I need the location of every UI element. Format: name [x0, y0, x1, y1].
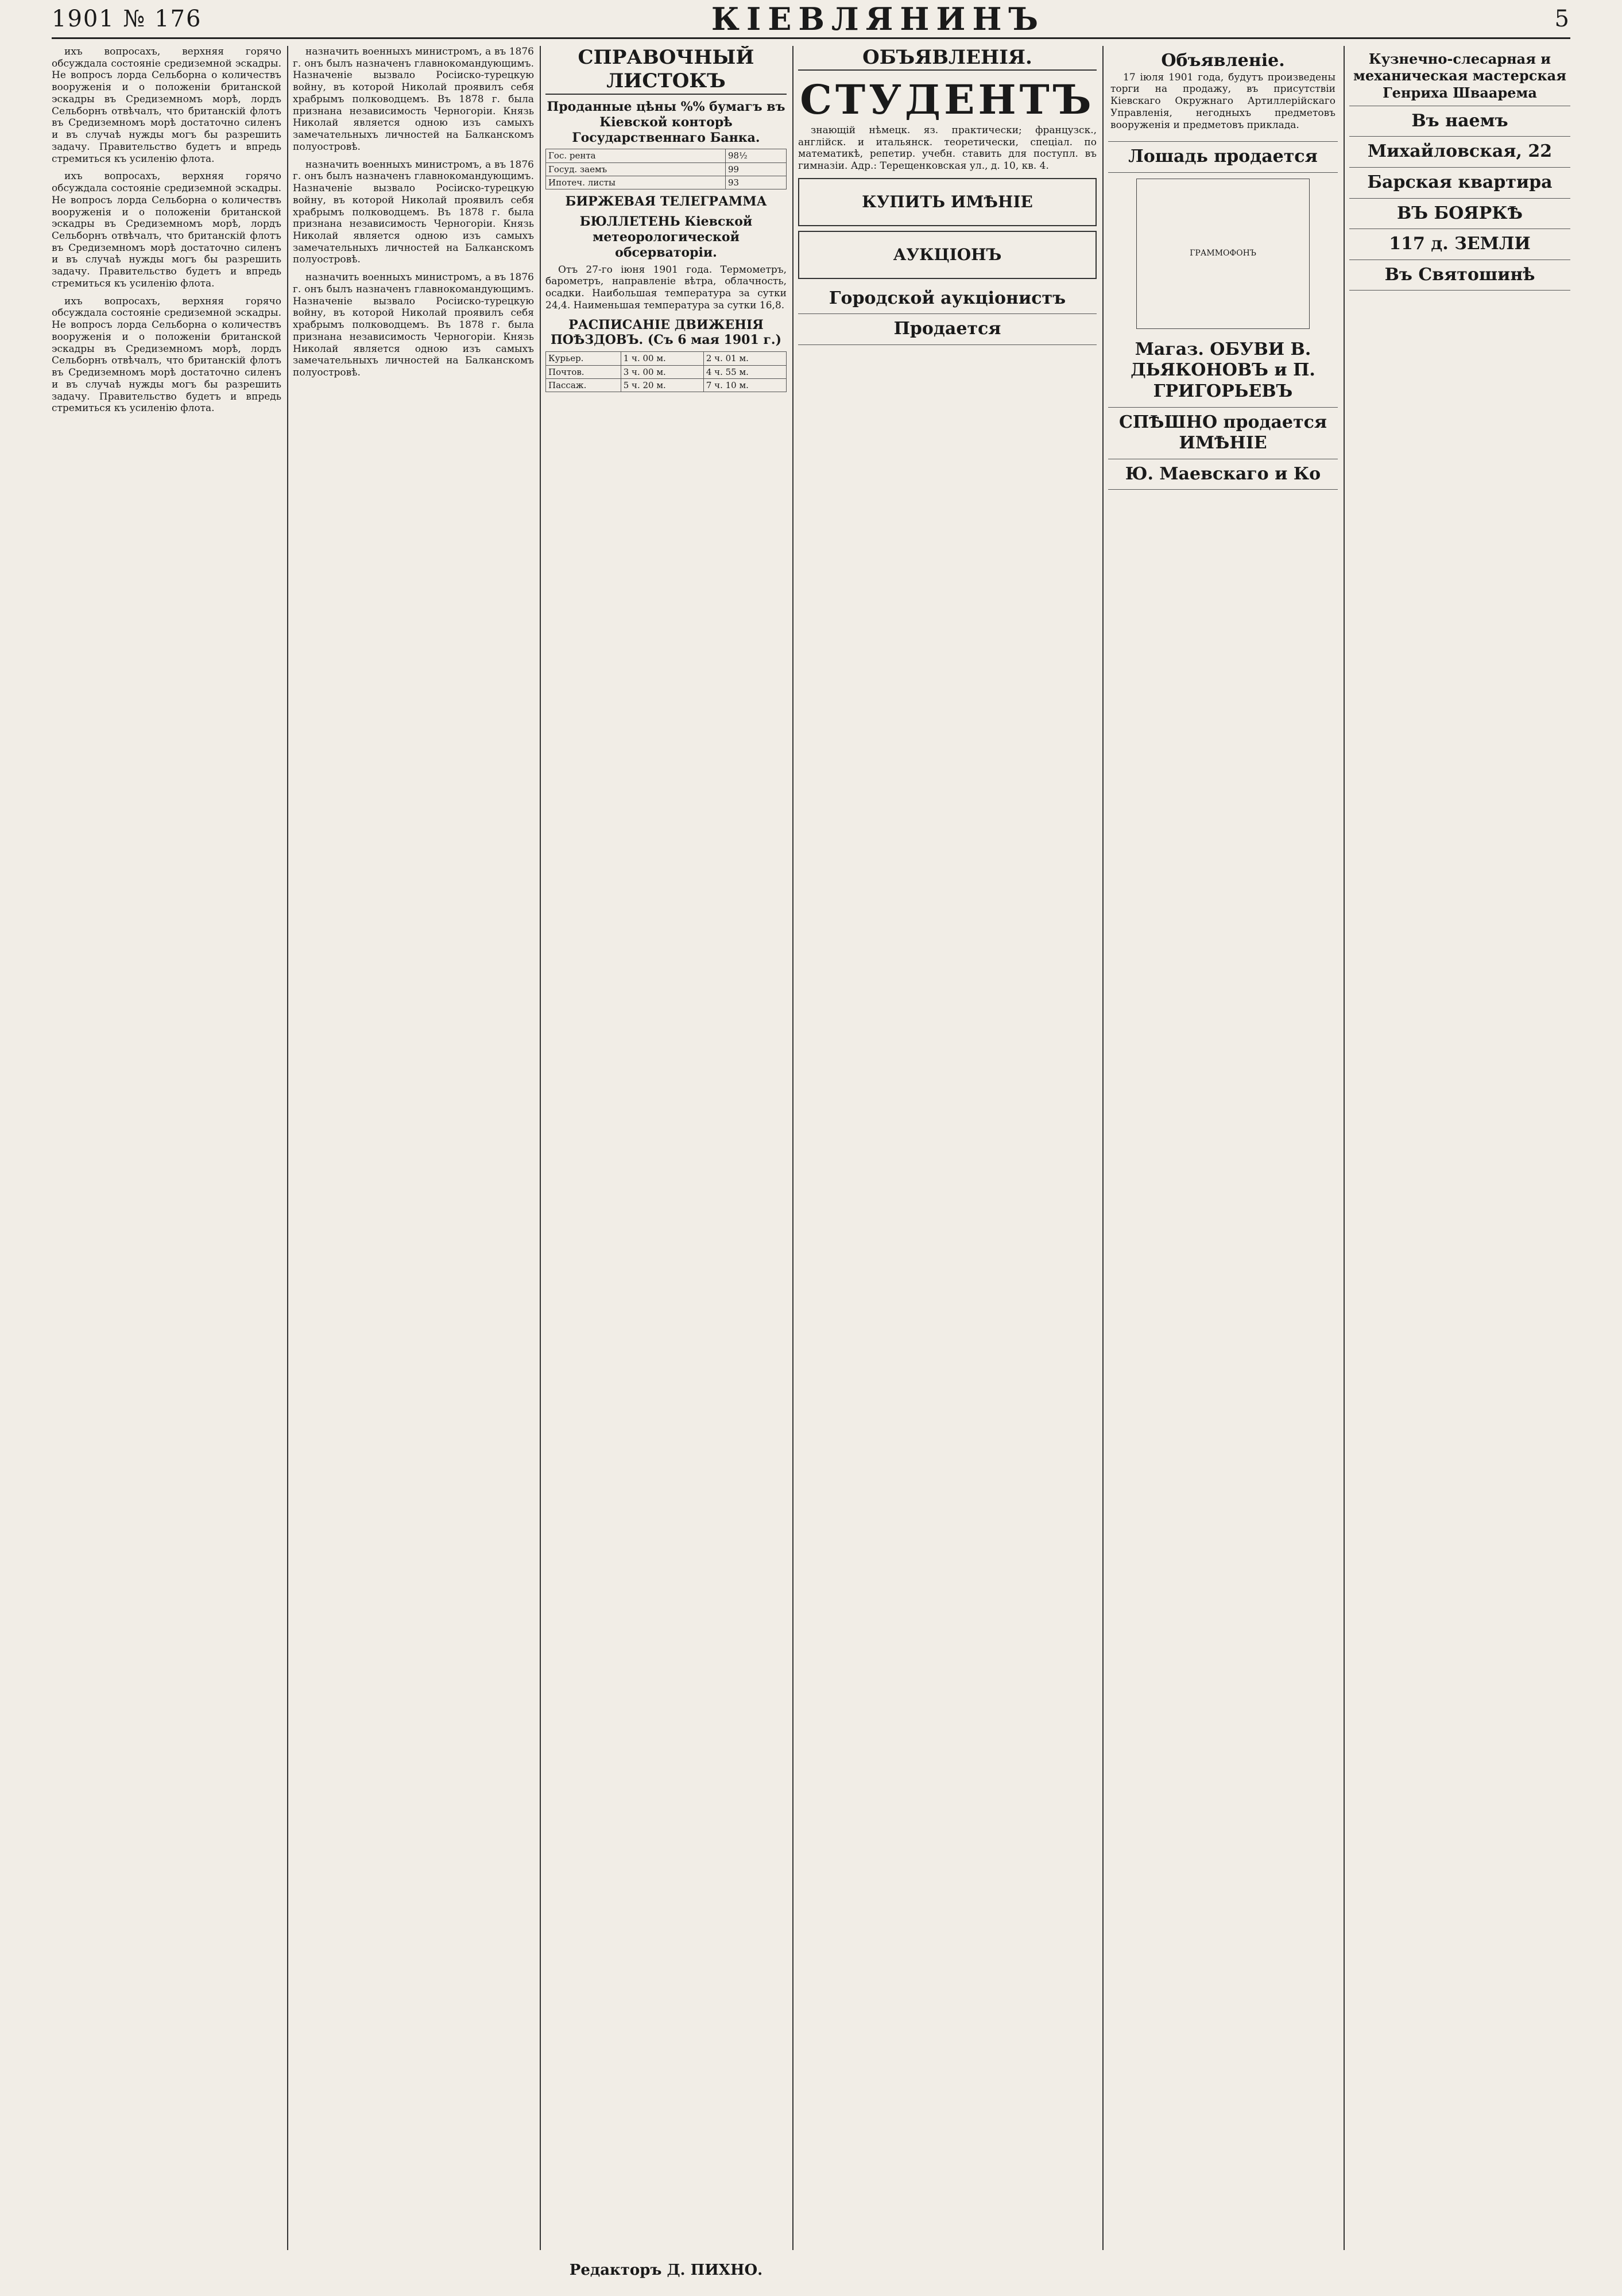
article-text: назначить военныхъ министромъ, а въ 1876 г. онъ былъ назначенъ главнокомандующимъ. Назначеніе вызвало Росіиско-турецкую войну, въ которой Николай проявилъ себя храбрымъ полководцемъ. Въ 1878 г. была признана независимость Черногоріи. Князь Николай является одною изъ самыхъ замечательныхъ личностей на Балканскомъ полуостровѣ. — [293, 158, 534, 266]
article-text: ихъ вопросахъ, верхняя горячо обсуждала состояніе средиземной эскадры. Не вопросъ лорда Сельборна о количествъ вооруженія и о положеніи британской эскадры въ Средиземномъ морѣ, лордъ Сельборнъ отвѣчалъ, что британскій флотъ въ Средиземномъ морѣ достаточно силенъ и въ случаѣ нужды могъ бы разрешить задачу. Правительство будетъ и впредь стремиться къ усиленію флота. — [52, 295, 281, 415]
workshop-ad: Кузнечно-слесарная и механическая мастерская Генриха Шваарема — [1353, 51, 1566, 101]
shoe-store-ad: Магаз. ОБУВИ В. ДЬЯКОНОВЪ и П. ГРИГОРЬЕВЪ — [1131, 339, 1315, 402]
column-1 — [52, 46, 281, 2250]
page-footer — [0, 2286, 1622, 2296]
column-4 — [798, 46, 1097, 2250]
reference-heading: СПРАВОЧНЫЙ ЛИСТОКЪ — [545, 46, 787, 95]
column-rule — [1344, 46, 1345, 2250]
article-text: назначить военныхъ министромъ, а въ 1876 г. онъ былъ назначенъ главнокомандующимъ. Назначеніе вызвало Росіиско-турецкую войну, въ которой Николай проявилъ себя храбрымъ полководцемъ. Въ 1878 г. была признана независимость Черногоріи. Князь Николай является одною изъ самыхъ замечательныхъ личностей на Балканскомъ полуостровѣ. — [293, 272, 534, 379]
train-schedule-table: Курьер. 1 ч. 00 м. 2 ч. 01 м. Почтов. 3 ч. 00 м. 4 ч. 55 м. Пассаж. 5 ч. 20 м. 7 ч. 10 м. — [545, 351, 787, 392]
horse-ad: Лошадь продается — [1128, 146, 1318, 167]
for-rent-heading: Въ наемъ — [1411, 110, 1508, 131]
announcement-text: 17 іюля 1901 года, будутъ произведены торги на продажу, въ присутствіи Кіевскаго Окружнаго Артиллерійскаго Управленія, негодныхъ предметовъ вооруженія и предметовъ приклада. — [1110, 71, 1335, 131]
svyatoshin-ad: Въ Святошинѣ — [1384, 264, 1535, 285]
buy-estate-ad: КУПИТЬ ИМѢНІЕ — [798, 178, 1097, 226]
gramophone-illustration — [1136, 179, 1310, 329]
train-schedule-heading: РАСПИСАНІЕ ДВИЖЕНІЯ ПОѢЗДОВЪ. (Съ 6 мая 1901 г.) — [551, 317, 781, 348]
announcement-heading: Объявленіе. — [1161, 51, 1285, 71]
weather-bulletin-heading: БЮЛЛЕТЕНЬ Кіевской метеорологической обсерваторіи. — [579, 214, 753, 260]
column-rule — [1102, 46, 1104, 2250]
securities-subheading: Проданные цѣны %% бумагъ въ Кіевской конторѣ Государственнаго Банка. — [547, 99, 785, 145]
column-rule — [540, 46, 541, 2250]
ad-text: знающій нѣмецк. яз. практически; французск., англійск. и итальянск. теоретически, спеціал. по математикѣ, репетир. учебн. ставить для поступл. въ гимназіи. Адр.: Терещенковская ул., д. 10, кв. 4. — [798, 124, 1097, 172]
weather-text: Отъ 27-го іюня 1901 года. Термометръ, барометръ, направленіе вѣтра, облачность, осадки. Наибольшая температура за сутки 24,4. Наименьшая температура за сутки 16,8. — [545, 264, 787, 311]
barsk-apartment-ad: Барская квартира — [1367, 172, 1553, 192]
apartment-ad: Михайловская, 22 — [1367, 141, 1553, 162]
editor-line: Редакторъ Д. ПИХНО. — [569, 2262, 763, 2279]
securities-table: Гос. рента 98½ Госуд. заемъ 99 Ипотеч. листы 93 — [545, 149, 787, 189]
article-text: назначить военныхъ министромъ, а въ 1876 г. онъ былъ назначенъ главнокомандующимъ. Назначеніе вызвало Росіиско-турецкую войну, въ которой Николай проявилъ себя храбрымъ полководцемъ. Въ 1878 г. была признана независимость Черногоріи. Князь Николай является одною изъ самыхъ замечательныхъ личностей на Балканскомъ полуостровѣ. — [293, 46, 534, 153]
land-ad: 117 д. ЗЕМЛИ — [1389, 234, 1531, 254]
column-rule — [792, 46, 793, 2250]
safe-maker-ad: Ю. Маевскаго и Ко — [1125, 463, 1321, 484]
column-3 — [545, 46, 787, 2250]
article-text: ихъ вопросахъ, верхняя горячо обсуждала состояніе средиземной эскадры. Не вопросъ лорда Сельборна о количествъ вооруженія и о положеніи британской эскадры въ Средиземномъ морѣ, лордъ Сельборнъ отвѣчалъ, что британскій флотъ въ Средиземномъ морѣ достаточно силенъ и въ случаѣ нужды могъ бы разрешить задачу. Правительство будетъ и впредь стремиться къ усиленію флота. — [52, 46, 281, 165]
exchange-telegram-heading: БИРЖЕВАЯ ТЕЛЕГРАММА — [565, 194, 767, 210]
column-5 — [1108, 46, 1338, 2250]
column-rule — [287, 46, 288, 2250]
article-text: ихъ вопросахъ, верхняя горячо обсуждала состояніе средиземной эскадры. Не вопросъ лорда Сельборна о количествъ вооруженія и о положеніи британской эскадры въ Средиземномъ морѣ, лордъ Сельборнъ отвѣчалъ, что британскій флотъ въ Средиземномъ морѣ достаточно силенъ и въ случаѣ нужды могъ бы разрешить задачу. Правительство будетъ и впредь стремиться къ усиленію флота. — [52, 171, 281, 289]
newspaper-title: КІЕВЛЯНИНЪ — [711, 0, 1046, 37]
gramophone-caption: ГРАММОФОНЪ — [1190, 249, 1256, 258]
issue-number: 1901 № 176 — [52, 5, 202, 32]
for-sale-ad: Продается — [893, 319, 1001, 339]
student-ad-heading: СТУДЕНТЪ — [800, 76, 1095, 124]
auction-ad: АУКЦІОНЪ — [798, 231, 1097, 279]
masthead — [52, 0, 1570, 39]
page-number: 5 — [1554, 5, 1570, 32]
ads-heading: ОБЪЯВЛЕНІЯ. — [798, 46, 1097, 71]
column-2 — [293, 46, 534, 2250]
boyarka-ad: ВЪ БОЯРКѢ — [1397, 203, 1523, 223]
urgent-estate-ad: СПѢШНО продается ИМѢНІЕ — [1118, 412, 1327, 454]
auctioneer-ad: Городской аукціонистъ — [829, 288, 1066, 308]
column-6 — [1349, 46, 1570, 2250]
